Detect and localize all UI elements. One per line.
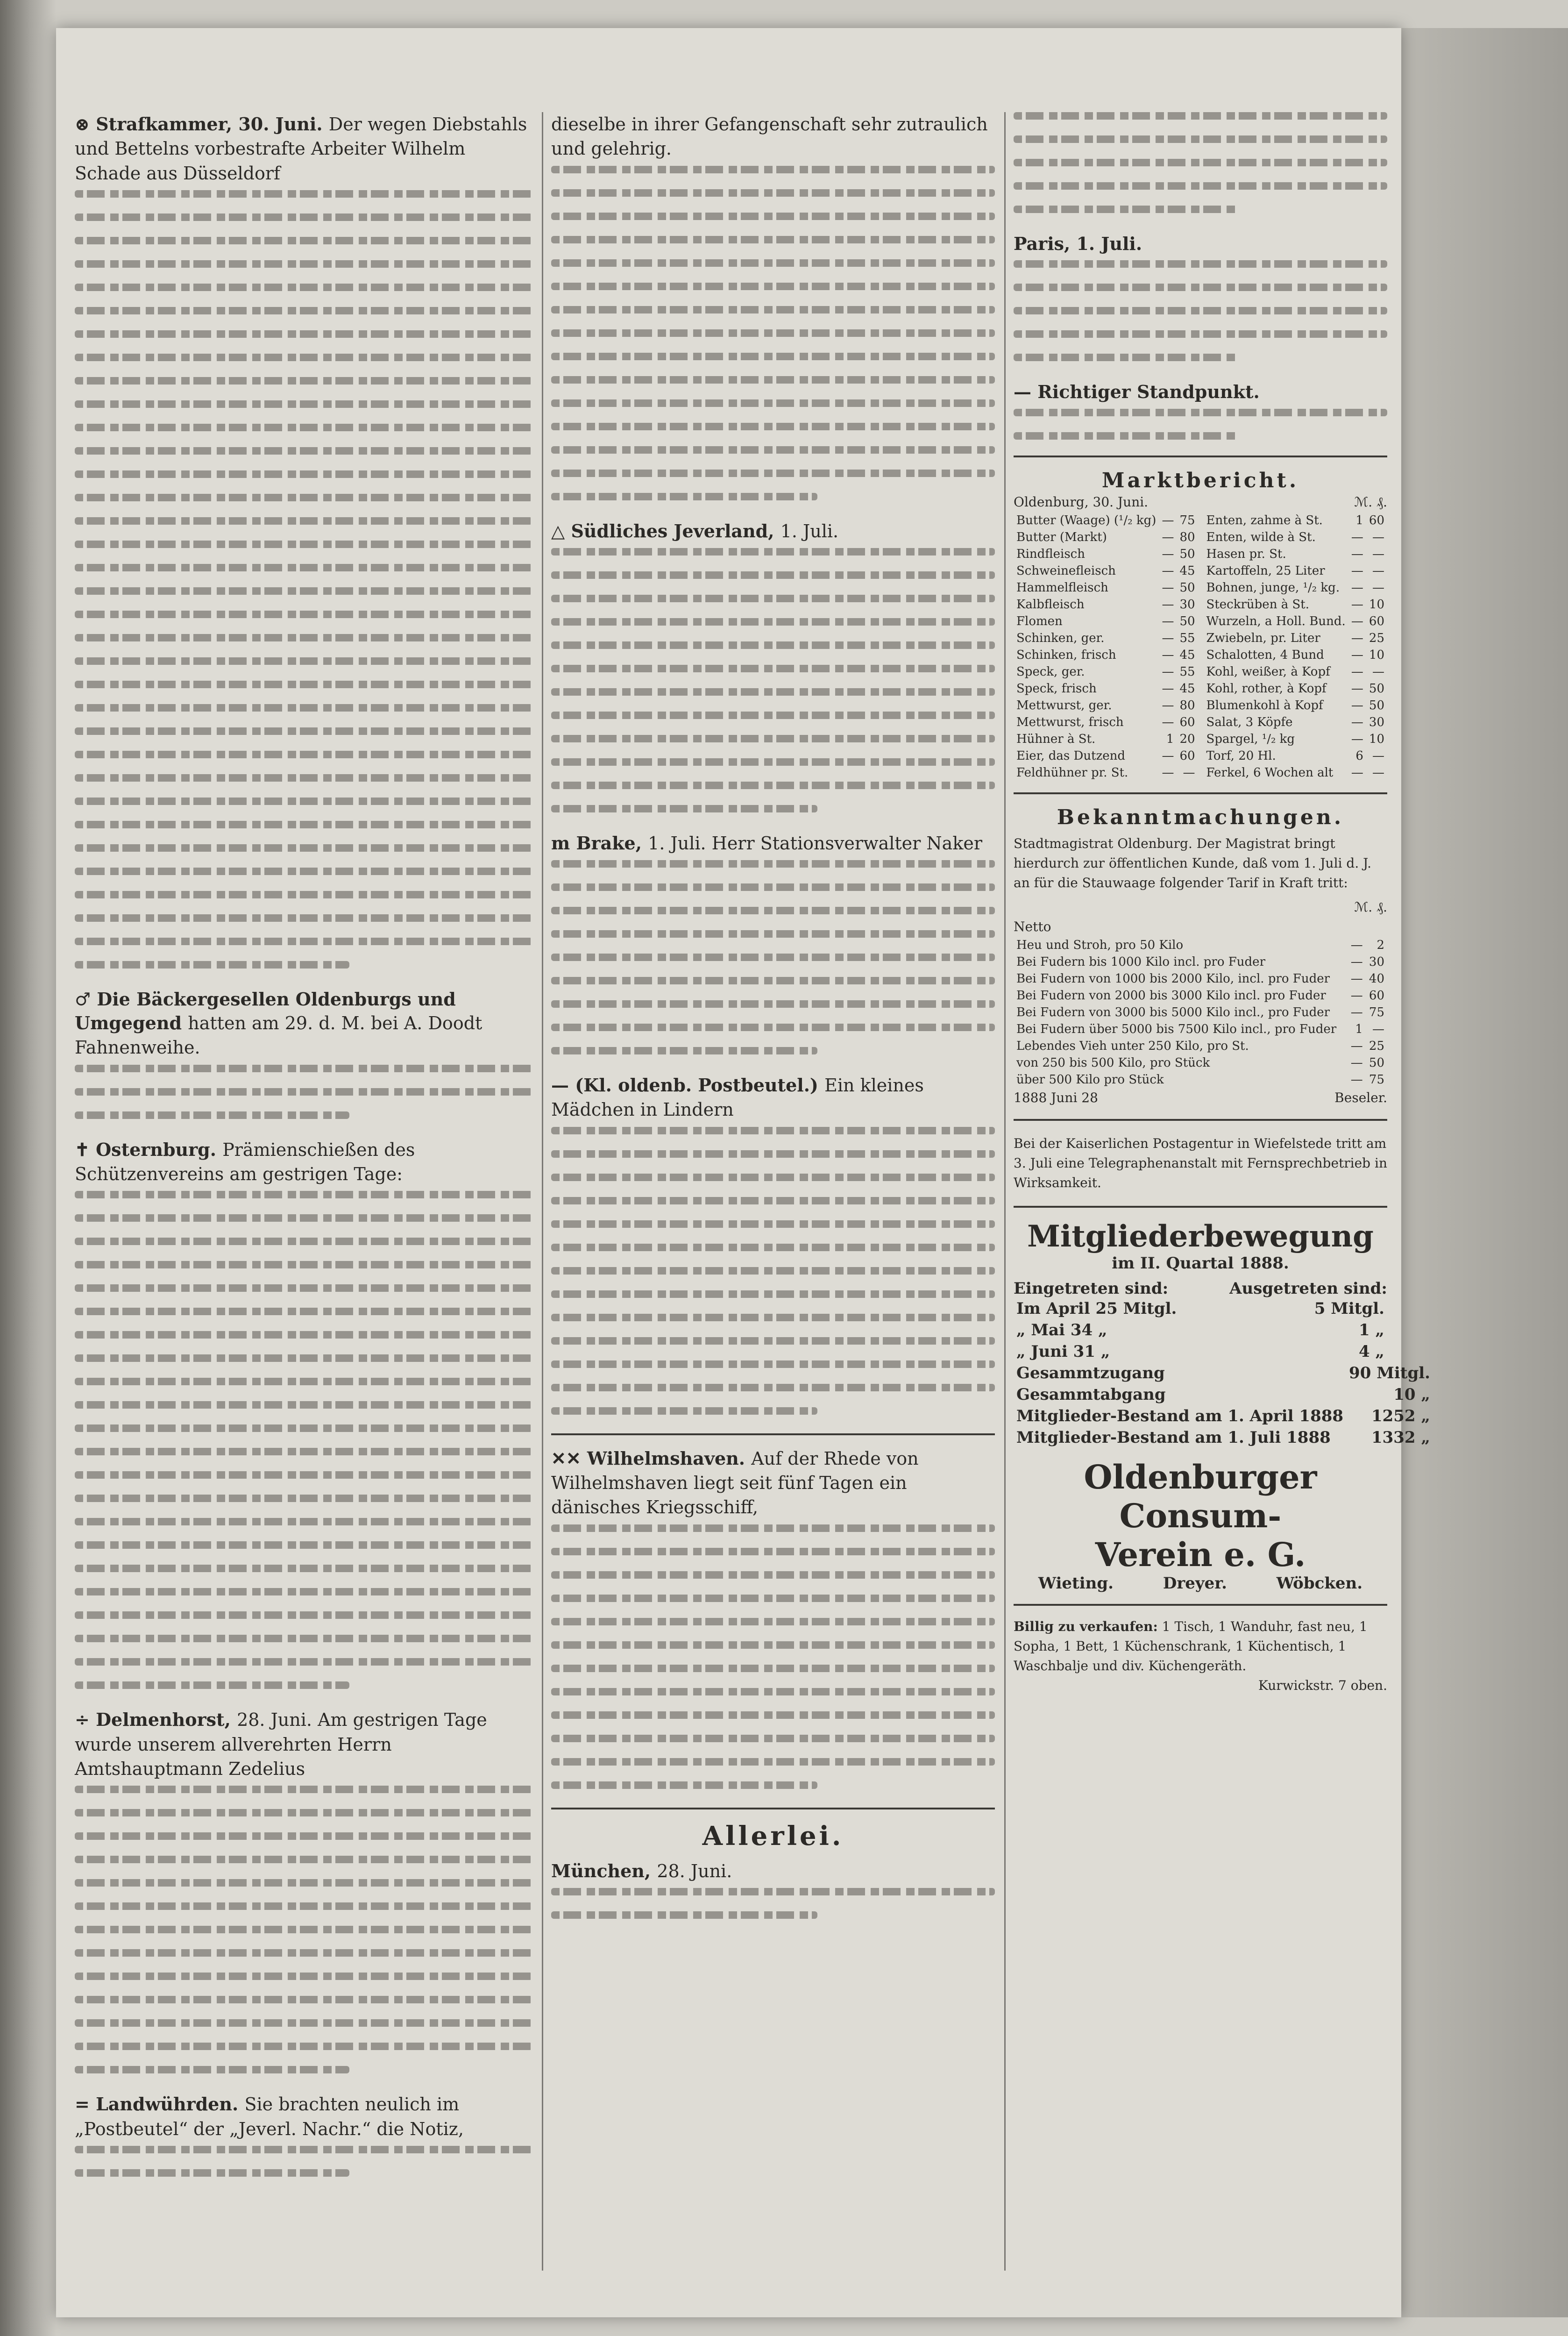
table-cell: —	[1162, 631, 1174, 645]
market-date: Oldenburg, 30. Juni.	[1014, 494, 1149, 510]
article-lead: Auf der Rhede von Wilhelmshaven liegt seit fünf Tagen ein dänisches Kriegsschiff,	[551, 1448, 919, 1518]
article-lead: Prämienschießen des Schützenvereins am gestrigen Tage:	[75, 1139, 415, 1185]
table-cell: Feldhühner pr. St.	[1016, 765, 1128, 780]
table-cell: Enten, wilde à St.	[1206, 530, 1316, 544]
notice-tariff-table	[1014, 937, 1387, 1088]
table-cell: 50	[1179, 614, 1195, 628]
table-cell: 75	[1369, 1005, 1384, 1019]
column-1	[75, 112, 532, 2195]
article-heading: ♂ Die Bäckergesellen Oldenburgs und Umgegend	[75, 988, 456, 1034]
table-cell: —	[1162, 698, 1174, 712]
article-lead: hatten am 29. d. M. bei A. Doodt Fahnenweihe.	[75, 1013, 482, 1058]
table-cell: —	[1162, 648, 1174, 662]
table-cell: 55	[1179, 631, 1195, 645]
table-row	[1014, 1319, 1387, 1341]
table-cell: 80	[1179, 530, 1195, 544]
table-cell: 30	[1179, 597, 1195, 612]
table-row	[1014, 1427, 1433, 1448]
table-cell: Mitglieder-Bestand am 1. April 1888	[1016, 1406, 1344, 1425]
table-row	[1014, 714, 1198, 731]
sale-title: Billig zu verkaufen:	[1014, 1618, 1158, 1634]
table-row	[1014, 1071, 1387, 1088]
table-cell: —	[1350, 938, 1363, 952]
newspaper-page	[56, 28, 1430, 2317]
table-row	[1014, 680, 1198, 697]
text-block	[551, 548, 995, 812]
table-cell: —	[1351, 664, 1363, 679]
table-row	[1204, 647, 1387, 663]
table-cell: 30	[1369, 715, 1384, 729]
table-cell: Speck, frisch	[1016, 681, 1097, 696]
article-heading: München,	[551, 1860, 651, 1881]
article-heading: Paris, 1. Juli.	[1014, 233, 1142, 254]
article-lead: 1. Juli. Herr Stationsverwalter Naker	[648, 833, 982, 854]
table-cell: Im April 25 Mitgl.	[1016, 1299, 1177, 1318]
table-cell: Schinken, ger.	[1016, 631, 1105, 645]
table-cell: —	[1350, 1072, 1363, 1087]
table-cell: —	[1350, 988, 1363, 1003]
notice-netto-label: Netto	[1014, 919, 1051, 934]
notice-footer	[1014, 1088, 1387, 1108]
table-cell: Steckrüben à St.	[1206, 597, 1309, 612]
separator	[1014, 1604, 1387, 1606]
table-cell: 45	[1179, 681, 1195, 696]
table-cell: 20	[1179, 732, 1195, 746]
table-row	[1204, 764, 1387, 781]
table-cell: —	[1162, 580, 1174, 595]
table-cell: —	[1162, 563, 1174, 578]
article-heading: ÷ Delmenhorst,	[75, 1709, 231, 1731]
table-cell: Eier, das Dutzend	[1016, 748, 1126, 763]
table-cell: —	[1351, 648, 1363, 662]
table-cell: 45	[1179, 648, 1195, 662]
table-cell: Spargel, ¹/₂ kg	[1206, 732, 1295, 746]
notice-date: 1888 Juni 28	[1014, 1090, 1098, 1105]
table-cell: Flomen	[1016, 614, 1063, 628]
table-row	[1014, 1298, 1387, 1319]
table-cell: —	[1162, 681, 1174, 696]
text-block	[75, 1065, 532, 1119]
article-heading: ✝ Osternburg.	[75, 1139, 216, 1160]
table-row	[1014, 1384, 1433, 1405]
table-cell: Zwiebeln, pr. Liter	[1206, 631, 1320, 645]
table-cell: Bei Fudern von 3000 bis 5000 Kilo incl., pro Fuder	[1016, 1005, 1330, 1019]
table-cell: 75	[1369, 1072, 1384, 1087]
table-row	[1014, 1054, 1387, 1071]
table-row	[1014, 596, 1198, 613]
table-cell: —	[1351, 698, 1363, 712]
article-lead: dieselbe in ihrer Gefangenschaft sehr zutraulich und gelehrig.	[551, 114, 988, 159]
table-cell: —	[1351, 597, 1363, 612]
article-heading: ⊗ Strafkammer, 30. Juni.	[75, 114, 323, 135]
table-cell: 1 „	[1358, 1320, 1384, 1339]
table-row	[1014, 1004, 1387, 1021]
separator	[1014, 792, 1387, 794]
market-table-right	[1204, 512, 1387, 781]
table-cell: Enten, zahme à St.	[1206, 513, 1323, 527]
table-cell: Kohl, weißer, à Kopf	[1206, 664, 1330, 679]
table-cell: Mitglieder-Bestand am 1. Juli 1888	[1016, 1428, 1331, 1447]
article	[75, 112, 532, 969]
table-cell: 25	[1369, 631, 1384, 645]
table-cell: 30	[1369, 954, 1384, 969]
consum-name: Wöbcken.	[1276, 1574, 1363, 1593]
table-cell: Hasen pr. St.	[1206, 547, 1286, 561]
table-row	[1204, 731, 1387, 748]
table-cell: 6	[1355, 748, 1363, 763]
table-cell: —	[1162, 765, 1174, 780]
membership-table	[1014, 1298, 1387, 1362]
membership-title: Mitgliederbewegung	[1027, 1218, 1374, 1254]
table-row	[1204, 546, 1387, 563]
table-cell: —	[1372, 563, 1384, 578]
table-row	[1014, 630, 1198, 647]
article-lead: Sie brachten neulich im „Postbeutel“ der „Jeverl. Nachr.“ die Notiz,	[75, 2094, 464, 2139]
table-row	[1014, 1341, 1387, 1362]
table-cell: Salat, 3 Köpfe	[1206, 715, 1293, 729]
article-heading: ✕✕ Wilhelmshaven.	[551, 1447, 745, 1469]
article	[551, 831, 995, 1054]
text-block	[75, 190, 532, 969]
table-cell: 60	[1179, 748, 1195, 763]
article-heading: — (Kl. oldenb. Postbeutel.)	[551, 1075, 818, 1096]
article	[75, 1708, 532, 2073]
table-row	[1014, 987, 1387, 1004]
table-cell: Lebendes Vieh unter 250 Kilo, pro St.	[1016, 1039, 1249, 1053]
table-row	[1204, 630, 1387, 647]
table-row	[1014, 1405, 1433, 1427]
book-binding	[0, 0, 56, 2336]
table-cell: Butter (Markt)	[1016, 530, 1107, 544]
table-cell: Blumenkohl à Kopf	[1206, 698, 1323, 712]
table-row	[1204, 529, 1387, 546]
market-table-left	[1014, 512, 1198, 781]
article	[551, 112, 995, 500]
article-lead: Ein kleines Mädchen in Lindern	[551, 1075, 924, 1120]
table-cell: von 250 bis 500 Kilo, pro Stück	[1016, 1055, 1210, 1070]
article-heading: = Landwührden.	[75, 2094, 239, 2115]
table-cell: —	[1372, 765, 1384, 780]
table-row	[1014, 697, 1198, 714]
table-cell: —	[1162, 530, 1174, 544]
table-cell: Mettwurst, ger.	[1016, 698, 1112, 712]
table-cell: —	[1372, 530, 1384, 544]
membership-totals	[1014, 1362, 1433, 1448]
notice-units: ℳ. ₰.	[1354, 899, 1387, 915]
notice-signature: Beseler.	[1334, 1090, 1387, 1105]
table-row	[1014, 937, 1387, 954]
membership-subtitle: im II. Quartal 1888.	[1112, 1253, 1289, 1273]
table-cell: 50	[1369, 698, 1384, 712]
table-row	[1014, 970, 1387, 987]
table-cell: —	[1351, 580, 1363, 595]
table-cell: 50	[1369, 1055, 1384, 1070]
table-cell: 60	[1369, 513, 1384, 527]
post-notice: Bei der Kaiserlichen Postagentur in Wiefelstede tritt am 3. Juli eine Telegraphenanstalt mit Fernsprechbetrieb in Wirksamkeit.	[1014, 1135, 1387, 1190]
table-cell: 60	[1369, 988, 1384, 1003]
article-lead: 28. Juni. Am gestrigen Tage wurde unserem allverehrten Herrn Amtshauptmann Zedelius	[75, 1709, 487, 1779]
table-cell: —	[1351, 530, 1363, 544]
table-cell: Kartoffeln, 25 Liter	[1206, 563, 1325, 578]
table-cell: 10	[1369, 732, 1384, 746]
table-cell: 1	[1166, 732, 1174, 746]
article	[75, 2092, 532, 2177]
article	[551, 1446, 995, 1789]
column-3	[1014, 112, 1430, 1695]
article-lead: 28. Juni.	[657, 1860, 732, 1881]
table-cell: 2	[1376, 938, 1384, 952]
column-rule	[1004, 112, 1006, 2271]
text-block	[551, 1888, 995, 1919]
text-block	[551, 1127, 995, 1415]
table-cell: Butter (Waage) (¹/₂ kg)	[1016, 513, 1156, 527]
table-cell: —	[1350, 954, 1363, 969]
separator	[1014, 1206, 1387, 1208]
table-cell: —	[1372, 580, 1384, 595]
table-cell: 90 Mitgl.	[1349, 1363, 1430, 1382]
table-cell: 10	[1369, 597, 1384, 612]
table-cell: Hammelfleisch	[1016, 580, 1108, 595]
table-cell: —	[1351, 732, 1363, 746]
table-row	[1204, 579, 1387, 596]
table-cell: 55	[1179, 664, 1195, 679]
table-row	[1014, 731, 1198, 748]
table-cell: Rindfleisch	[1016, 547, 1085, 561]
article	[75, 987, 532, 1119]
table-cell: 1252 „	[1371, 1406, 1430, 1425]
article-heading: △ Südliches Jeverland,	[551, 520, 774, 541]
text-block	[75, 1786, 532, 2073]
separator	[1014, 1119, 1387, 1121]
notices-title: Bekanntmachungen.	[1057, 805, 1344, 829]
table-row	[1014, 954, 1387, 970]
table-cell: —	[1350, 1055, 1363, 1070]
table-cell: Wurzeln, a Holl. Bund.	[1206, 614, 1346, 628]
membership-headers	[1014, 1279, 1387, 1298]
table-cell: Heu und Stroh, pro 50 Kilo	[1016, 938, 1184, 952]
table-cell: —	[1372, 664, 1384, 679]
article	[75, 1138, 532, 1689]
table-cell: —	[1350, 971, 1363, 986]
table-cell: —	[1351, 614, 1363, 628]
table-cell: —	[1372, 547, 1384, 561]
table-cell: —	[1351, 681, 1363, 696]
page-edge	[1401, 28, 1568, 2317]
column-rule	[542, 112, 543, 2271]
text-block	[551, 166, 995, 500]
table-row	[1014, 613, 1198, 630]
table-cell: 50	[1369, 681, 1384, 696]
table-row	[1014, 764, 1198, 781]
article-lead: 1. Juli.	[780, 520, 839, 541]
sale-text: 1 Tisch, 1 Wanduhr, fast neu, 1 Sopha, 1 Bett, 1 Küchenschrank, 1 Küchentisch, 1 Waschbalje und div. Küchengeräth.	[1014, 1618, 1368, 1674]
table-row	[1204, 697, 1387, 714]
table-cell: Kalbfleisch	[1016, 597, 1085, 612]
table-cell: Gesammtzugang	[1016, 1363, 1165, 1382]
text-block	[1014, 409, 1387, 440]
article-heading: m Brake,	[551, 832, 642, 854]
table-row	[1014, 1021, 1387, 1038]
text-block	[1014, 112, 1387, 213]
table-cell: Gesammtabgang	[1016, 1385, 1166, 1404]
consum-name: Wieting.	[1038, 1574, 1114, 1593]
separator	[551, 1433, 995, 1435]
table-cell: —	[1350, 1005, 1363, 1019]
table-cell: Torf, 20 Hl.	[1206, 748, 1276, 763]
table-cell: Bei Fudern über 5000 bis 7500 Kilo incl., pro Fuder	[1016, 1022, 1337, 1036]
table-row	[1014, 529, 1198, 546]
consum-title-line2: Verein e. G.	[1095, 1535, 1306, 1574]
market-units: ℳ. ₰.	[1354, 494, 1387, 510]
table-cell: 1	[1355, 513, 1363, 527]
market-subhead	[1014, 492, 1387, 512]
table-cell: Schalotten, 4 Bund	[1206, 648, 1324, 662]
table-cell: —	[1162, 748, 1174, 763]
table-cell: 25	[1369, 1039, 1384, 1053]
table-cell: über 500 Kilo pro Stück	[1016, 1072, 1164, 1087]
left-header: Ausgetreten sind:	[1229, 1279, 1387, 1298]
table-cell: —	[1162, 614, 1174, 628]
table-cell: 1332 „	[1371, 1428, 1430, 1447]
table-cell: —	[1351, 563, 1363, 578]
separator	[551, 1808, 995, 1809]
table-row	[1014, 512, 1198, 529]
table-row	[1204, 563, 1387, 579]
table-cell: Hühner à St.	[1016, 732, 1096, 746]
table-cell: Bei Fudern von 1000 bis 2000 Kilo, incl. pro Fuder	[1016, 971, 1330, 986]
table-row	[1014, 563, 1198, 579]
table-cell: Ferkel, 6 Wochen alt	[1206, 765, 1334, 780]
table-cell: Schweinefleisch	[1016, 563, 1116, 578]
table-cell: Bei Fudern von 2000 bis 3000 Kilo incl. pro Fuder	[1016, 988, 1326, 1003]
table-row	[1014, 546, 1198, 563]
section-title-allerlei: Allerlei.	[702, 1820, 844, 1852]
article	[551, 519, 995, 812]
consum-names	[1014, 1574, 1387, 1593]
table-cell: Schinken, frisch	[1016, 648, 1116, 662]
table-row	[1204, 512, 1387, 529]
table-cell: —	[1162, 597, 1174, 612]
article	[551, 1073, 995, 1415]
market-title: Marktbericht.	[1101, 468, 1299, 492]
table-cell: „ Mai 34 „	[1016, 1320, 1107, 1339]
table-row	[1204, 714, 1387, 731]
table-cell: —	[1162, 715, 1174, 729]
notice-intro: Stadtmagistrat Oldenburg. Der Magistrat bringt hierdurch zur öffentlichen Kunde, daß vom 1. Juli d. J. an für die Stauwaage folgender Tarif in Kraft tritt:	[1014, 835, 1372, 890]
article-lead: Der wegen Diebstahls und Bettelns vorbestrafte Arbeiter Wilhelm Schade aus Düsseldorf	[75, 114, 527, 184]
table-cell: Bohnen, junge, ¹/₂ kg.	[1206, 580, 1340, 595]
table-cell: —	[1372, 1022, 1384, 1036]
joined-header: Eingetreten sind:	[1014, 1279, 1169, 1298]
table-row	[1204, 596, 1387, 613]
separator	[1014, 456, 1387, 457]
table-cell: Bei Fudern bis 1000 Kilo incl. pro Fuder	[1016, 954, 1265, 969]
market-table	[1014, 512, 1387, 781]
text-block	[75, 2146, 532, 2177]
table-cell: —	[1351, 765, 1363, 780]
table-cell: Speck, ger.	[1016, 664, 1085, 679]
table-cell: —	[1351, 547, 1363, 561]
consum-title-line1: Oldenburger Consum-	[1084, 1457, 1317, 1535]
table-cell: —	[1351, 715, 1363, 729]
table-row	[1014, 647, 1198, 663]
table-cell: 5 Mitgl.	[1314, 1299, 1384, 1318]
table-cell: —	[1372, 748, 1384, 763]
table-cell: —	[1162, 513, 1174, 527]
text-block	[551, 1524, 995, 1789]
consum-name: Dreyer.	[1163, 1574, 1227, 1593]
table-row	[1014, 1038, 1387, 1054]
table-cell: —	[1162, 664, 1174, 679]
table-cell: —	[1351, 631, 1363, 645]
table-cell: 4 „	[1358, 1342, 1384, 1361]
table-cell: 60	[1369, 614, 1384, 628]
table-cell: „ Juni 31 „	[1016, 1342, 1110, 1361]
table-cell: Mettwurst, frisch	[1016, 715, 1124, 729]
table-cell: 50	[1179, 580, 1195, 595]
table-cell: 10 „	[1393, 1385, 1430, 1404]
sale-ad	[1014, 1617, 1387, 1676]
table-cell: —	[1350, 1039, 1363, 1053]
table-cell: 1	[1355, 1022, 1363, 1036]
table-row	[1014, 579, 1198, 596]
table-cell: —	[1183, 765, 1195, 780]
table-cell: 10	[1369, 648, 1384, 662]
table-row	[1204, 613, 1387, 630]
text-block	[551, 860, 995, 1054]
table-cell: 50	[1179, 547, 1195, 561]
table-row	[1204, 663, 1387, 680]
table-row	[1204, 680, 1387, 697]
table-cell: 45	[1179, 563, 1195, 578]
table-row	[1204, 748, 1387, 764]
table-cell: —	[1162, 547, 1174, 561]
table-row	[1014, 663, 1198, 680]
column-2	[551, 112, 995, 1937]
sale-address: Kurwickstr. 7 oben.	[1258, 1677, 1387, 1693]
table-cell: 75	[1179, 513, 1195, 527]
table-cell: Kohl, rother, à Kopf	[1206, 681, 1327, 696]
text-block	[1014, 260, 1387, 361]
article-heading: — Richtiger Standpunkt.	[1014, 381, 1260, 403]
table-cell: 60	[1179, 715, 1195, 729]
text-block	[75, 1191, 532, 1689]
table-cell: 40	[1369, 971, 1384, 986]
table-row	[1014, 748, 1198, 764]
table-row	[1014, 1362, 1433, 1384]
table-cell: 80	[1179, 698, 1195, 712]
